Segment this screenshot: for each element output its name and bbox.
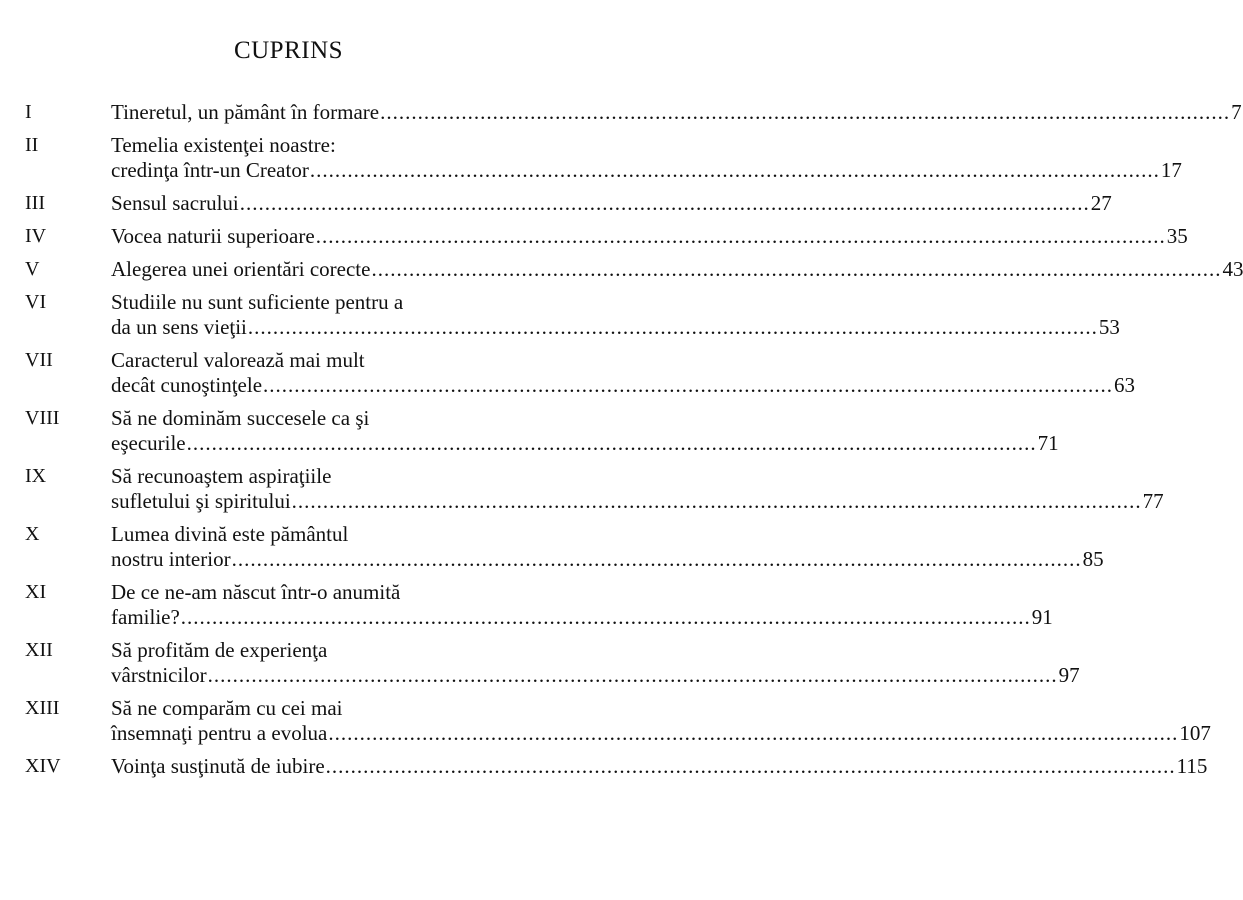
dot-leader — [208, 663, 1058, 688]
chapter-title-block — [111, 580, 1053, 630]
page-title: CUPRINS — [233, 37, 344, 64]
chapter-title-block — [111, 191, 1112, 216]
chapter-title-line: Vocea naturii superioare — [111, 224, 315, 248]
chapter-number: I — [25, 101, 32, 123]
chapter-title-line: Alegerea unei orientări corecte — [111, 257, 371, 281]
chapter-title-line: decât cunoştinţele — [111, 373, 263, 397]
toc-entry[interactable] — [25, 638, 1080, 688]
toc-entry[interactable] — [25, 133, 1182, 183]
chapter-number: III — [25, 192, 45, 214]
chapter-number: II — [25, 134, 39, 156]
toc-entry[interactable] — [25, 522, 1104, 572]
dot-leader — [292, 489, 1142, 514]
toc-entry[interactable] — [25, 224, 1188, 249]
page-number: 17 — [1160, 158, 1182, 182]
chapter-number: VII — [25, 349, 53, 371]
chapter-title-line: nostru interior — [111, 547, 231, 571]
chapter-title-line: Sensul sacrului — [111, 191, 239, 215]
chapter-title-line: Lumea divină este pământul — [111, 522, 349, 546]
dot-leader — [326, 754, 1176, 779]
page-number: 115 — [1176, 754, 1208, 778]
page-number: 71 — [1037, 431, 1059, 455]
page-number: 35 — [1166, 224, 1188, 248]
chapter-title-line: însemnaţi pentru a evolua — [111, 721, 328, 745]
chapter-title-block — [111, 290, 1120, 340]
dot-leader — [371, 257, 1221, 282]
chapter-title-block — [111, 100, 1242, 125]
chapter-number: IX — [25, 465, 47, 487]
chapter-number: VI — [25, 291, 47, 313]
chapter-title-line: Să ne comparăm cu cei mai — [111, 696, 343, 720]
chapter-title-block — [111, 133, 1182, 183]
chapter-title-block — [111, 464, 1164, 514]
chapter-number: V — [25, 258, 40, 280]
chapter-title-line: Temelia existenţei noastre: — [111, 133, 336, 157]
chapter-title-block — [111, 348, 1135, 398]
dot-leader — [310, 158, 1160, 183]
chapter-title-block — [111, 522, 1104, 572]
toc-entry[interactable] — [25, 696, 1211, 746]
chapter-title-block — [111, 638, 1080, 688]
dot-leader — [316, 224, 1166, 249]
toc-entry[interactable] — [25, 464, 1164, 514]
chapter-title-line: Studiile nu sunt suficiente pentru a — [111, 290, 404, 314]
page-number: 27 — [1090, 191, 1112, 215]
dot-leader — [248, 315, 1098, 340]
toc-entry[interactable] — [25, 290, 1120, 340]
chapter-title-line: credinţa într-un Creator — [111, 158, 309, 182]
chapter-number: X — [25, 523, 40, 545]
dot-leader — [263, 373, 1113, 398]
toc-entry[interactable] — [25, 348, 1136, 398]
chapter-number: VIII — [25, 407, 60, 429]
chapter-title-line: Caracterul valorează mai mult — [111, 348, 365, 372]
chapter-title-line: vârstnicilor — [111, 663, 207, 687]
page-number: 107 — [1179, 721, 1211, 745]
dot-leader — [232, 547, 1082, 572]
chapter-number: XI — [25, 581, 47, 603]
page-number: 63 — [1114, 373, 1136, 397]
chapter-title-line: Să recunoaştem aspiraţiile — [111, 464, 332, 488]
chapter-title-block — [111, 754, 1207, 779]
chapter-number: IV — [25, 225, 47, 247]
chapter-number: XIV — [25, 755, 61, 777]
dot-leader — [380, 100, 1230, 125]
page-number: 77 — [1142, 489, 1164, 513]
toc-entry[interactable] — [25, 257, 1243, 282]
chapter-number: XIII — [25, 697, 60, 719]
chapter-title-line: De ce ne-am născut într-o anumită — [111, 580, 401, 604]
toc-entry[interactable] — [25, 191, 1112, 216]
chapter-title-block — [111, 696, 1211, 746]
chapter-title-block — [111, 257, 1243, 282]
dot-leader — [181, 605, 1031, 630]
chapter-title-line: Tineretul, un pământ în formare — [111, 100, 380, 124]
page-number: 85 — [1082, 547, 1104, 571]
dot-leader — [187, 431, 1037, 456]
toc-entry[interactable] — [25, 754, 1208, 779]
toc-entry[interactable] — [25, 100, 1242, 125]
chapter-title-line: Voinţa susţinută de iubire — [111, 754, 325, 778]
chapter-title-block — [111, 224, 1188, 249]
dot-leader — [240, 191, 1090, 216]
page-number: 43 — [1222, 257, 1243, 281]
chapter-title-line: eşecurile — [111, 431, 186, 455]
chapter-title-line: sufletului şi spiritului — [111, 489, 291, 513]
chapter-number: XII — [25, 639, 53, 661]
chapter-title-line: da un sens vieţii — [111, 315, 247, 339]
chapter-title-block — [111, 406, 1059, 456]
table-of-contents — [25, 100, 1243, 787]
page-number: 97 — [1058, 663, 1080, 687]
chapter-title-line: Să ne dominăm succesele ca şi — [111, 406, 370, 430]
chapter-title-line: Să profităm de experienţa — [111, 638, 328, 662]
toc-entry[interactable] — [25, 580, 1053, 630]
toc-entry[interactable] — [25, 406, 1059, 456]
dot-leader — [328, 721, 1178, 746]
page-number: 7 — [1231, 100, 1242, 124]
chapter-title-line: familie? — [111, 605, 180, 629]
page-number: 53 — [1098, 315, 1120, 339]
page-number: 91 — [1031, 605, 1053, 629]
